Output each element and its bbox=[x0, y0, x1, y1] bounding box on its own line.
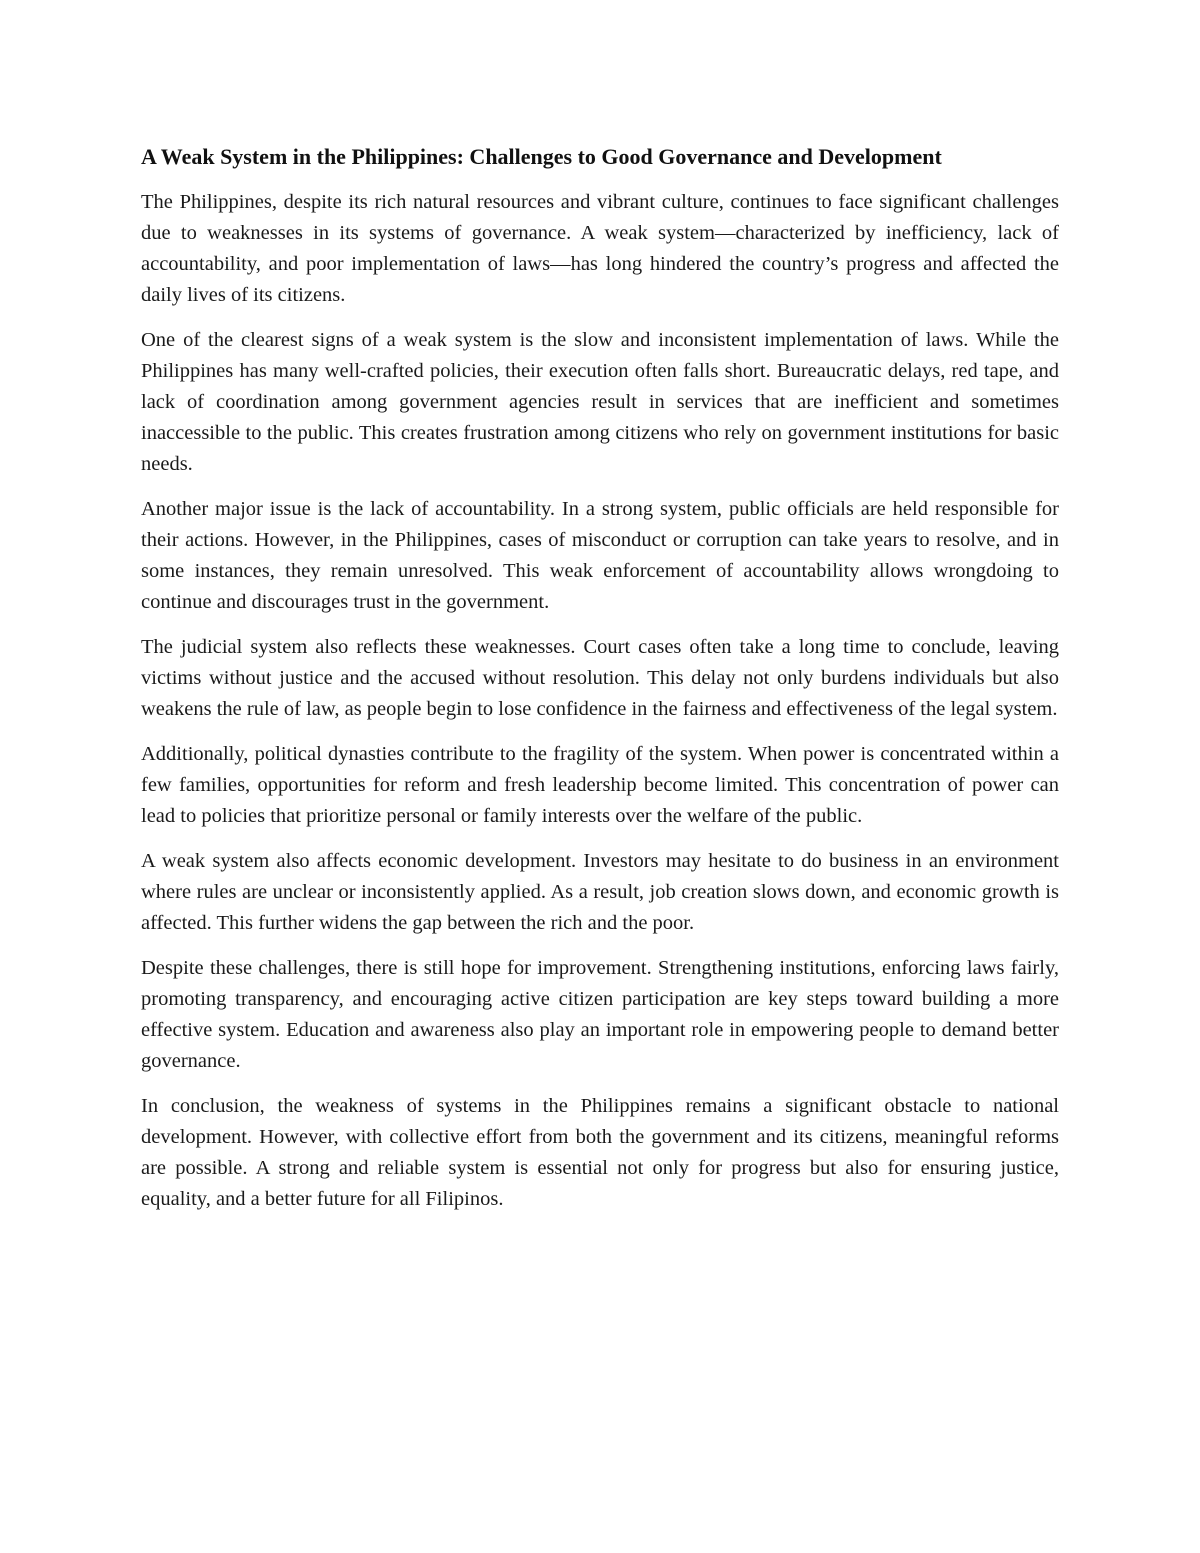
paragraph-economic: A weak system also affects economic development. Investors may hesitate to do business in an environment where rules are unclear or inconsistently applied. As a result, job creation slows down, and economic growth is affected. This further widens the gap between the rich and the poor. bbox=[141, 850, 1059, 934]
paragraph-hope: Despite these challenges, there is still hope for improvement. Strengthening institutions, enforcing laws fairly, promoting transparency, and encouraging active citizen participation are key steps toward building a more effective system. Education and awareness also play an important role in empowering people to demand better governance. bbox=[141, 957, 1059, 1072]
paragraph-judicial: The judicial system also reflects these weaknesses. Court cases often take a long time to conclude, leaving victims without justice and the accused without resolution. This delay not only burdens individuals but also weakens the rule of law, as people begin to lose confidence in the fairness and effectiveness of the legal system. bbox=[141, 636, 1059, 720]
paragraph-conclusion: In conclusion, the weakness of systems in the Philippines remains a significant obstacle to national development. However, with collective effort from both the government and its citizens, meaningful reforms are possible. A strong and reliable system is essential not only for progress but also for ensuring justice, equality, and a better future for all Filipinos. bbox=[141, 1095, 1059, 1210]
document-title: A Weak System in the Philippines: Challenges to Good Governance and Development bbox=[141, 144, 942, 169]
paragraph-accountability: Another major issue is the lack of accountability. In a strong system, public officials are held responsible for their actions. However, in the Philippines, cases of misconduct or corruption can take years to resolve, and in some instances, they remain unresolved. This weak enforcement of accountability allows wrongdoing to continue and discourages trust in the government. bbox=[141, 498, 1059, 613]
paragraph-implementation: One of the clearest signs of a weak system is the slow and inconsistent implementation of laws. While the Philippines has many well-crafted policies, their execution often falls short. Bureaucratic delays, red tape, and lack of coordination among government agencies result in services that are inefficient and sometimes inaccessible to the public. This creates frustration among citizens who rely on government institutions for basic needs. bbox=[141, 329, 1059, 475]
paragraph-dynasties: Additionally, political dynasties contribute to the fragility of the system. When power is concentrated within a few families, opportunities for reform and fresh leadership become limited. This concentration of power can lead to policies that prioritize personal or family interests over the welfare of the public. bbox=[141, 743, 1059, 827]
paragraph-intro: The Philippines, despite its rich natural resources and vibrant culture, continues to face significant challenges due to weaknesses in its systems of governance. A weak system—characterized by inefficiency, lack of accountability, and poor implementation of laws—has long hindered the country’s progress and affected the daily lives of its citizens. bbox=[141, 191, 1059, 306]
document-body bbox=[141, 140, 1059, 1229]
